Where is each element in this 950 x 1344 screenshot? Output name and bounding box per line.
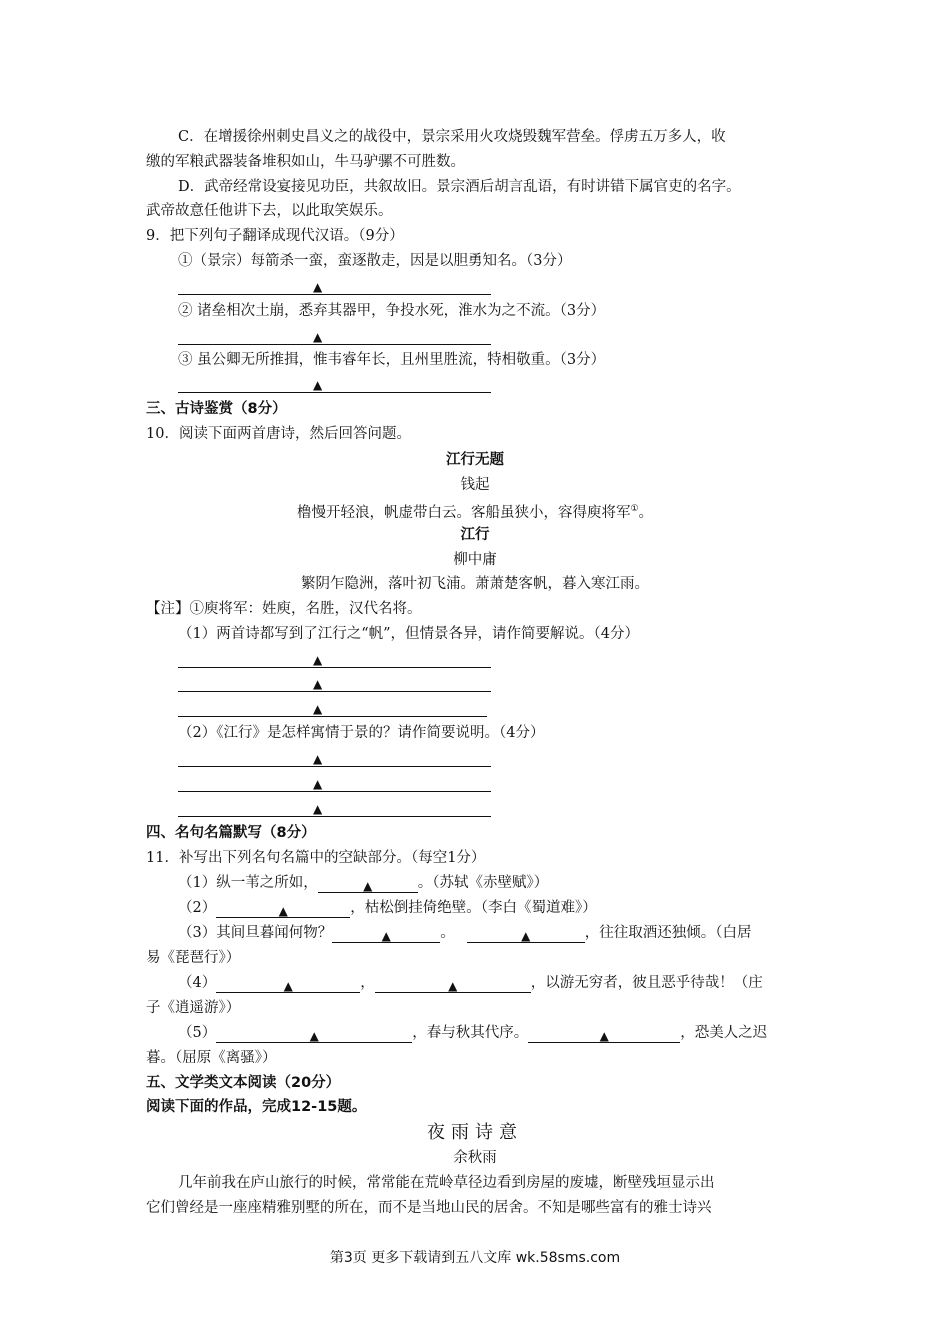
answer-line[interactable] xyxy=(178,670,491,692)
fill-blank[interactable] xyxy=(332,926,440,943)
poem2-text: 繁阴乍隐洲，落叶初飞浦。萧萧楚客帆，暮入寒江雨。 xyxy=(301,576,649,592)
section-5-heading: 五、文学类文本阅读（20分） xyxy=(146,1075,341,1091)
q11-item-3-mid: 。 xyxy=(440,925,455,941)
triangle-marker-icon: ▲ xyxy=(313,802,323,816)
fill-blank[interactable] xyxy=(467,926,585,943)
triangle-marker-icon: ▲ xyxy=(313,777,323,791)
q11-item-5-cont: 暮。（屈原《离骚》） xyxy=(146,1050,277,1066)
answer-line[interactable] xyxy=(178,371,491,393)
q10-sub1: （1）两首诗都写到了江行之“帆”，但情景各异，请作简要解说。（4分） xyxy=(178,626,640,642)
q11-item-4-mid: ， xyxy=(360,975,375,991)
poem1-text xyxy=(0,499,950,523)
q11-item-1-post: 。（苏轼《赤壁赋》） xyxy=(417,875,549,891)
poem1-title: 江行无题 xyxy=(446,452,504,468)
triangle-marker-icon: ▲ xyxy=(309,1029,319,1043)
triangle-marker-icon: ▲ xyxy=(363,879,373,893)
essay-author: 余秋雨 xyxy=(453,1150,497,1166)
triangle-marker-icon: ▲ xyxy=(599,1029,609,1043)
q11-item-1 xyxy=(178,873,548,893)
footnote: 【注】①庾将军：姓庾，名胜，汉代名将。 xyxy=(146,601,422,617)
fill-blank[interactable] xyxy=(216,1026,412,1043)
answer-line[interactable] xyxy=(178,695,487,717)
answer-line[interactable] xyxy=(178,323,491,345)
q11-item-1-pre: （1）纵一苇之所如， xyxy=(178,875,318,891)
q9-sentence-3: ③ 虽公卿无所推揖，惟韦睿年长，且州里胜流，特相敬重。（3分） xyxy=(178,352,606,368)
q10-sub2: （2）《江行》是怎样寓情于景的？请作简要说明。（4分） xyxy=(178,725,545,741)
page-footer: 第3页 更多下载请到五八文库 wk.58sms.com xyxy=(329,1250,621,1266)
q9-sentence-2: ② 诸垒相次土崩，悉弃其器甲，争投水死，淮水为之不流。（3分） xyxy=(178,303,606,319)
triangle-marker-icon: ▲ xyxy=(313,702,323,716)
poem1-end: 。 xyxy=(638,504,654,521)
answer-line[interactable] xyxy=(178,770,491,792)
triangle-marker-icon: ▲ xyxy=(278,904,288,918)
q11-item-5-post: ，恐美人之迟 xyxy=(680,1025,768,1041)
triangle-marker-icon: ▲ xyxy=(313,653,323,667)
triangle-marker-icon: ▲ xyxy=(521,929,531,943)
q11-item-4-pre: （4） xyxy=(178,975,217,991)
section-3-heading: 三、古诗鉴赏（8分） xyxy=(146,401,287,417)
triangle-marker-icon: ▲ xyxy=(313,280,323,294)
triangle-marker-icon: ▲ xyxy=(313,378,323,392)
fill-blank[interactable] xyxy=(216,976,360,993)
q10-title: 10．阅读下面两首唐诗，然后回答问题。 xyxy=(146,426,411,442)
q11-item-5 xyxy=(178,1023,767,1043)
q11-item-4-cont: 子《逍遥游》） xyxy=(146,1000,241,1016)
answer-line[interactable] xyxy=(178,273,491,295)
poem2-title: 江行 xyxy=(460,527,490,543)
poem1-body: 橹慢开轻浪，帆虚带白云。客船虽狭小，容得庾将军 xyxy=(296,504,631,521)
q8-option-d-line2: 武帝故意任他讲下去，以此取笑娱乐。 xyxy=(146,203,393,219)
fill-blank[interactable] xyxy=(318,876,418,893)
q11-item-4 xyxy=(178,973,763,993)
q11-item-3-post: ，往往取酒还独倾。（白居 xyxy=(584,925,752,941)
q11-item-5-mid: ，春与秋其代序。 xyxy=(412,1025,529,1041)
essay-title: 夜雨诗意 xyxy=(427,1122,523,1143)
footnote-mark: ① xyxy=(630,504,639,514)
section-5-instruction: 阅读下面的作品，完成12-15题。 xyxy=(146,1099,367,1115)
q11-item-4-post: ，以游无穷者，彼且恶乎待哉！（庄 xyxy=(530,975,763,991)
fill-blank[interactable] xyxy=(216,901,350,918)
triangle-marker-icon: ▲ xyxy=(283,979,293,993)
fill-blank[interactable] xyxy=(528,1026,680,1043)
q11-item-2-post: ，枯松倒挂倚绝壁。（李白《蜀道难》） xyxy=(350,900,597,916)
q11-title: 11．补写出下列名句名篇中的空缺部分。（每空1分） xyxy=(146,850,486,866)
q8-option-d-line1: D．武帝经常设宴接见功臣，共叙故旧。景宗酒后胡言乱语，有时讲错下属官吏的名字。 xyxy=(178,179,741,195)
q9-title: 9．把下列句子翻译成现代汉语。（9分） xyxy=(146,228,404,244)
q11-item-3 xyxy=(178,923,751,943)
q11-item-2 xyxy=(178,898,597,918)
q11-item-3-pre: （3）其间旦暮闻何物？ xyxy=(178,925,333,941)
q11-item-2-pre: （2） xyxy=(178,900,217,916)
q8-option-c-line1: C．在增援徐州刺史昌义之的战役中，景宗采用火攻烧毁魏军营垒。俘虏五万多人，收 xyxy=(178,129,726,145)
q9-sentence-1: ①（景宗）每箭杀一蛮，蛮逐散走，因是以胆勇知名。（3分） xyxy=(178,253,572,269)
triangle-marker-icon: ▲ xyxy=(313,330,323,344)
section-4-heading: 四、名句名篇默写（8分） xyxy=(146,825,316,841)
q11-item-3-cont: 易《琵琶行》） xyxy=(146,950,241,966)
fill-blank[interactable] xyxy=(375,976,531,993)
poem1-author: 钱起 xyxy=(460,477,490,493)
answer-line[interactable] xyxy=(178,795,491,817)
essay-paragraph-line2: 它们曾经是一座座精雅别墅的所在，而不是当地山民的居舍。不知是哪些富有的雅士诗兴 xyxy=(146,1200,712,1216)
answer-line[interactable] xyxy=(178,745,491,767)
triangle-marker-icon: ▲ xyxy=(448,979,458,993)
answer-line[interactable] xyxy=(178,646,491,668)
essay-paragraph-line1: 几年前我在庐山旅行的时候，常常能在荒岭草径边看到房屋的废墟，断壁残垣显示出 xyxy=(178,1175,715,1191)
triangle-marker-icon: ▲ xyxy=(381,929,391,943)
poem2-author: 柳中庸 xyxy=(453,552,497,568)
triangle-marker-icon: ▲ xyxy=(313,752,323,766)
q11-item-5-pre: （5） xyxy=(178,1025,217,1041)
triangle-marker-icon: ▲ xyxy=(313,677,323,691)
q8-option-c-line2: 缴的军粮武器装备堆积如山，牛马驴骡不可胜数。 xyxy=(146,154,465,170)
